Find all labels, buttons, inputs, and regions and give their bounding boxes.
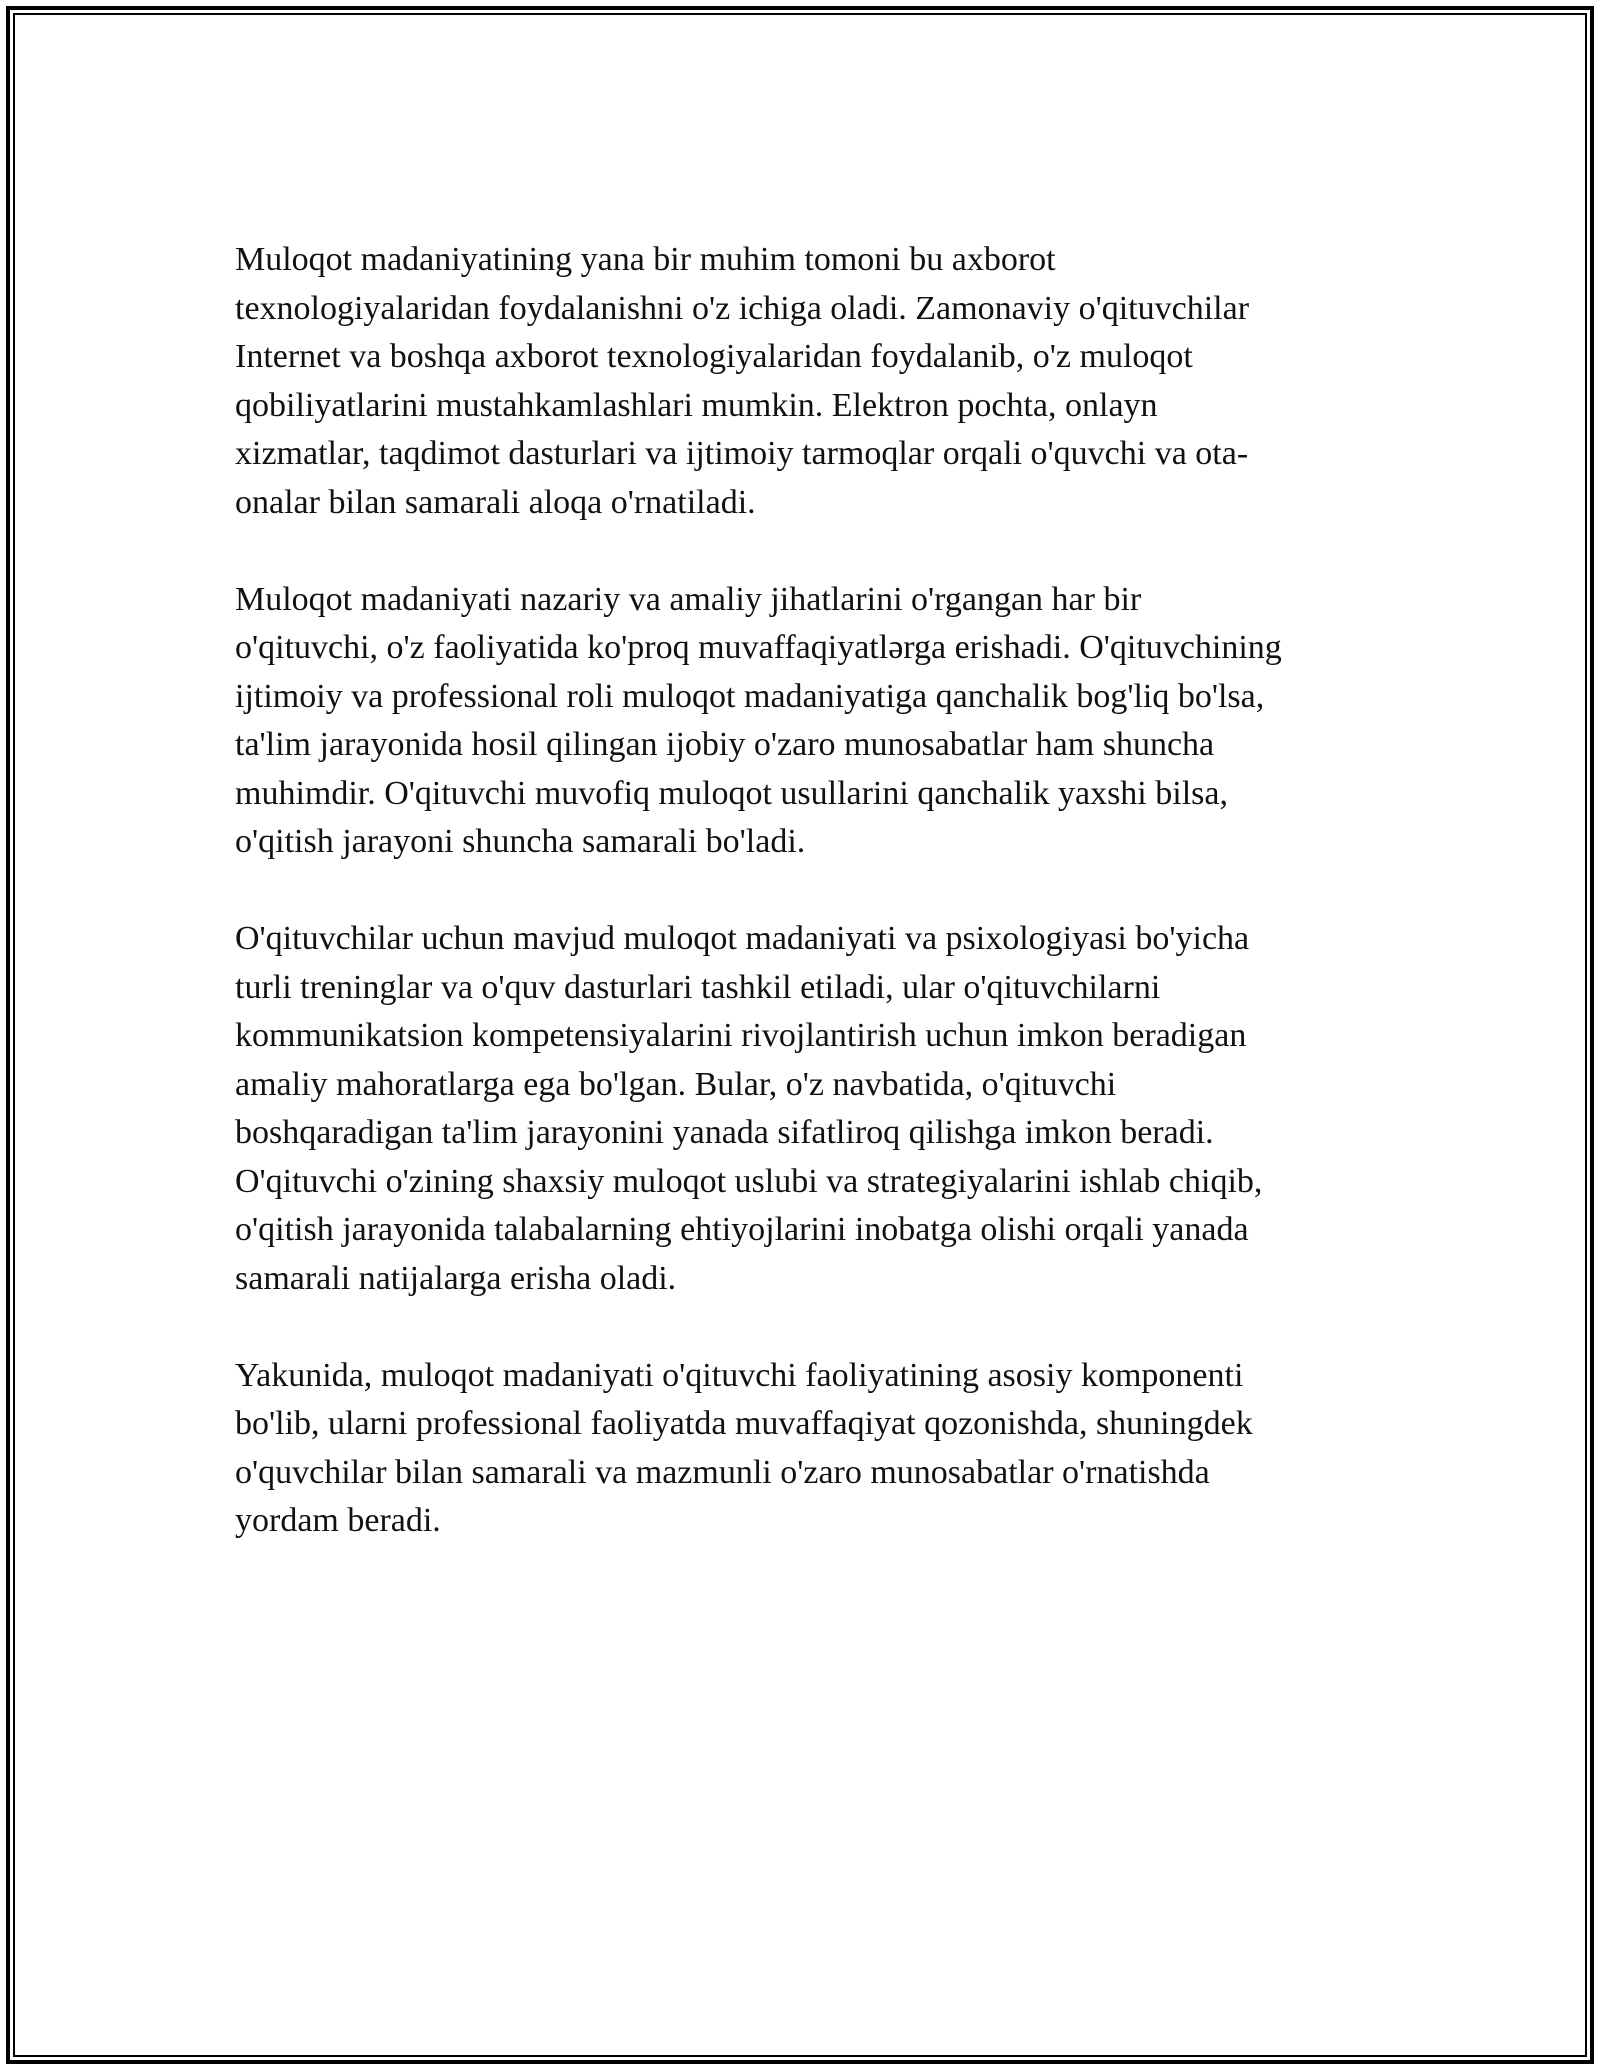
paragraph-3: O'qituvchilar uchun mavjud muloqot madaniyati va psixologiyasi bo'yicha turli treninglar va o'quv dasturlari tashkil etiladi, ular o'qituvchilarni kommunikatsion kompetensiyalarini rivojlantirish uchun imkon beradigan amaliy mahoratlarga ega bo'lgan. Bular, o'z navbatida, o'qituvchi boshqaradigan ta'lim jarayonini yanada sifatliroq qilishga imkon beradi. O'qituvchi o'zining shaxsiy muloqot uslubi va strategiyalarini ishlab chiqib, o'qitish jarayonida talabalarning ehtiyojlarini inobatga olishi orqali yanada samarali natijalarga erisha oladi. xyxy=(235,920,1263,1297)
paragraph-2: Muloqot madaniyati nazariy va amaliy jihatlarini o'rgangan har bir o'qituvchi, o'z faoliyatida ko'proq muvaffaqiyatlərga erishadi. O'qituvchining ijtimoiy va professional roli muloqot madaniyatiga qanchalik bog'liq bo'lsa, ta'lim jarayonida hosil qilingan ijobiy o'zaro munosabatlar ham shuncha muhimdir. O'qituvchi muvofiq muloqot usullarini qanchalik yaxshi bilsa, o'qitish jarayoni shuncha samarali bo'ladi. xyxy=(235,580,1282,860)
paragraph-1: Muloqot madaniyatining yana bir muhim tomoni bu axborot texnologiyalaridan foydalanishni o'z ichiga oladi. Zamonaviy o'qituvchilar Internet va boshqa axborot texnologiyalaridan foydalanib, o'z muloqot qobiliyatlarini mustahkamlashlari mumkin. Elektron pochta, onlayn xizmatlar, taqdimot dasturlari va ijtimoiy tarmoqlar orqali o'quvchi va ota- onalar bilan samarali aloqa o'rnatiladi. xyxy=(235,241,1250,521)
paragraph-4: Yakunida, muloqot madaniyati o'qituvchi faoliyatining asosiy komponenti bo'lib, ularni professional faoliyatda muvaffaqiyat qozonishda, shuningdek o'quvchilar bilan samarali va mazmunli o'zaro munosabatlar o'rnatishda yordam beradi. xyxy=(235,1356,1253,1539)
document-body xyxy=(235,236,1375,1594)
